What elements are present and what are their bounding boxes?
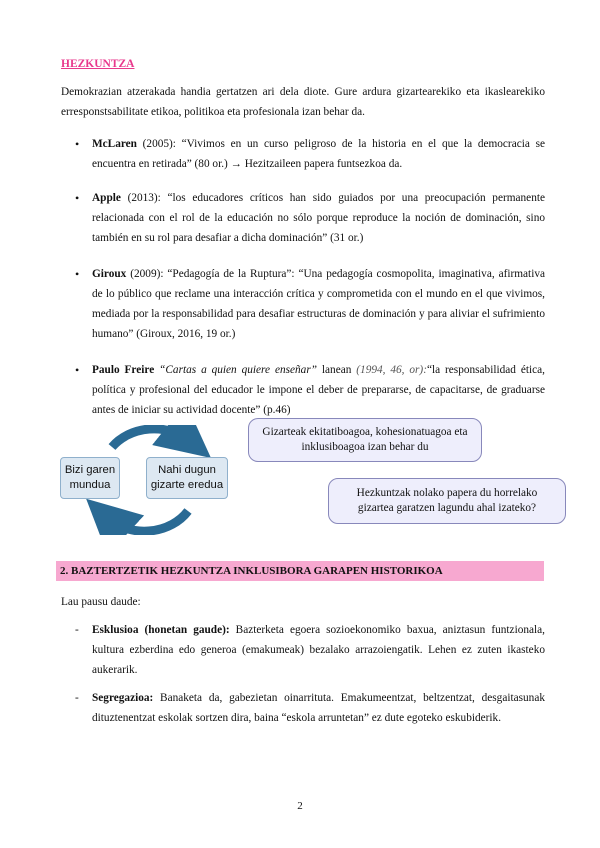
list-item bbox=[61, 620, 545, 680]
item-text: Banaketa da, gabezietan oinarrituta. Emakumeentzat, beltzentzat, desgaitasunak dituztenentzat eskolak sortzen dira, baina “eskola arruntetan” ez dute egoteko eskubiderik. bbox=[92, 692, 545, 724]
book-title: “Cartas a quien quiere enseñar” bbox=[154, 364, 317, 376]
callout-question: Hezkuntzak nolako papera du horrelako gizartea garatzen lagundu ahal izateko? bbox=[328, 478, 566, 524]
list-item bbox=[61, 134, 545, 174]
connector-text: lanean bbox=[317, 364, 357, 376]
dash-icon: - bbox=[75, 692, 79, 704]
quote-text: (2005): “Vivimos en un curso peligroso de la historia en el que la democracia se encuentra en retirada” (80 or.) → Hezitzaileen papera funtsezkoa da. bbox=[92, 138, 545, 170]
world-box: Bizi garen mundua bbox=[60, 457, 120, 499]
quote-text: (2013): “los educadores críticos han sido guiados por una preocupación permanente relacionada con el rol de la educación no sólo porque reproduce la noción de dominación, sino también en su rol para desafiar a dicha dominación” (31 or.) bbox=[92, 192, 545, 244]
quote-text: (2009): “Pedagogía de la Ruptura”: “Una pedagogía cosmopolita, imaginativa, afirmativa de lo público que reclame una interacción crítica y comprometida con el mundo en el que vivimos, mediada por la responsabilidad para desafiar estructuras de dominación y para aliviar el sufrimiento humano” (Giroux, 2016, 19 or.) bbox=[92, 268, 545, 340]
citation: (1994, 46, or): bbox=[356, 364, 427, 376]
bullet-icon: • bbox=[75, 137, 80, 151]
section-intro: Lau pausu daude: bbox=[61, 596, 141, 608]
author-name: Giroux bbox=[92, 268, 127, 280]
list-item bbox=[61, 360, 545, 420]
section-heading: HEZKUNTZA bbox=[61, 58, 135, 70]
item-text: Bazterketa egoera sozioekonomiko baxua, aniztasun funtzionala, kultura ezberdina edo generoa (emakumeak) bezalako arrazoiengatik. Lehen ez zuten ikasteko aukerarik. bbox=[92, 624, 545, 676]
quote-text: “la responsabilidad ética, política y profesional del educador le impone el deber de prepararse, de capacitarse, de graduarse antes de iniciar su actividad docente” (p.46) bbox=[92, 364, 545, 416]
author-name: Paulo Freire bbox=[92, 364, 155, 376]
author-name: McLaren bbox=[92, 138, 137, 150]
bullet-icon: • bbox=[75, 191, 80, 205]
list-item bbox=[61, 188, 545, 248]
item-term: Esklusioa (honetan gaude): bbox=[92, 624, 230, 636]
list-item bbox=[61, 688, 545, 728]
page-number: 2 bbox=[297, 800, 303, 812]
intro-paragraph: Demokrazian atzerakada handia gertatzen ari dela diote. Gure ardura gizartearekiko eta ikaslearekiko erresponstsabilitate etikoa, politikoa eta profesionala izan behar da. bbox=[61, 86, 545, 118]
dash-icon: - bbox=[75, 624, 79, 636]
cycle-diagram bbox=[60, 425, 250, 535]
item-term: Segregazioa: bbox=[92, 692, 154, 704]
author-name: Apple bbox=[92, 192, 121, 204]
section-title-bar: 2. BAZTERTZETIK HEZKUNTZA INKLUSIBORA GARAPEN HISTORIKOA bbox=[56, 561, 544, 581]
bullet-icon: • bbox=[75, 267, 80, 281]
list-item bbox=[61, 264, 545, 344]
bullet-icon: • bbox=[75, 363, 80, 377]
desired-society-box: Nahi dugun gizarte eredua bbox=[146, 457, 228, 499]
callout-society: Gizarteak ekitatiboagoa, kohesionatuagoa eta inklusiboagoa izan behar du bbox=[248, 418, 482, 462]
